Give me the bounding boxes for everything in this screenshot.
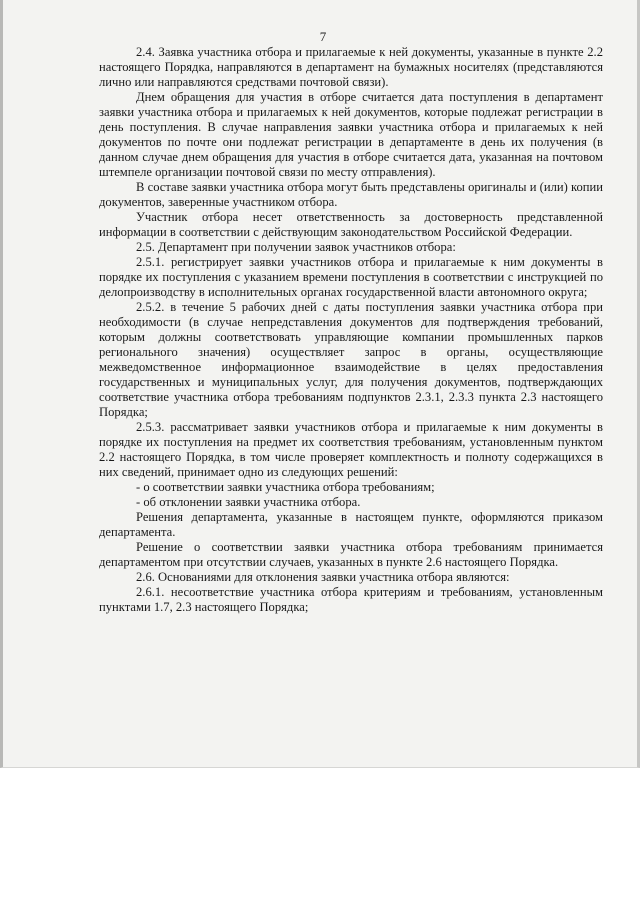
paragraph-compliance-decision: Решение о соответствии заявки участника отбора требованиям принимается департаментом при отсутствии случаев, указанных в пункте 2.6 настоящего Порядка. <box>99 540 603 569</box>
paragraph-originals-copies: В составе заявки участника отбора могут быть представлены оригиналы и (или) копии документов, заверенные участником отбора. <box>99 180 603 209</box>
paragraph-2-6-1: 2.6.1. несоответствие участника отбора критериям и требованиям, установленным пунктами 1.7, 2.3 настоящего Порядка; <box>99 585 603 614</box>
paragraph-decisions-order: Решения департамента, указанные в настоящем пункте, оформляются приказом департамента. <box>99 510 603 539</box>
paragraph-2-5-2: 2.5.2. в течение 5 рабочих дней с даты поступления заявки участника отбора при необходимости (в случае непредставления документов для подтверждения требований, которым должны соответствовать управляющие компании промышленных парков регионального значения) осуществляет запрос в органы, осуществляющие межведомственное информационное взаимодействие в целях предоставления государственных и муниципальных услуг, для получения документов, подтверждающих соответствие участника отбора требованиям подпунктов 2.3.1, 2.3.3 пункта 2.3 настоящего Порядка; <box>99 300 603 419</box>
paragraph-2-5-3: 2.5.3. рассматривает заявки участников отбора и прилагаемые к ним документы в порядке их поступления на предмет их соответствия требованиям, установленным пунктом 2.2 настоящего Порядка, в том числе проверяет комплектность и полноту содержащихся в них сведений, принимает одно из следующих решений: <box>99 420 603 479</box>
paragraph-2-4: 2.4. Заявка участника отбора и прилагаемые к ней документы, указанные в пункте 2.2 настоящего Порядка, направляются в департамент на бумажных носителях (представляются лично или направляются средствами почтовой связи). <box>99 45 603 89</box>
paragraph-2-5-1: 2.5.1. регистрирует заявки участников отбора и прилагаемые к ним документы в порядке их поступления с указанием времени поступления в соответствии с инструкцией по делопроизводству в исполнительных органах государственной власти автономного округа; <box>99 255 603 299</box>
list-item-compliance: - о соответствии заявки участника отбора требованиям; <box>136 480 435 494</box>
paragraph-application-date: Днем обращения для участия в отборе считается дата поступления в департамент заявки участника отбора и прилагаемых к ней документов, которые подлежат регистрации в день поступления. В случае направления заявки участника отбора и прилагаемых к ней документов по почте они подлежат регистрации в департаменте в день их получения (в данном случае днем обращения для участия в отборе считается дата, указанная на почтовом штемпеле организации почтовой связи по месту отправления). <box>99 90 603 179</box>
page-number: 7 <box>319 29 327 44</box>
paragraph-2-5: 2.5. Департамент при получении заявок участников отбора: <box>136 240 456 254</box>
paragraph-responsibility: Участник отбора несет ответственность за достоверность представленной информации в соответствии с действующим законодательством Российской Федерации. <box>99 210 603 239</box>
document-body <box>99 45 603 615</box>
paragraph-2-6: 2.6. Основаниями для отклонения заявки участника отбора являются: <box>136 570 510 584</box>
list-item-rejection: - об отклонении заявки участника отбора. <box>136 495 361 509</box>
